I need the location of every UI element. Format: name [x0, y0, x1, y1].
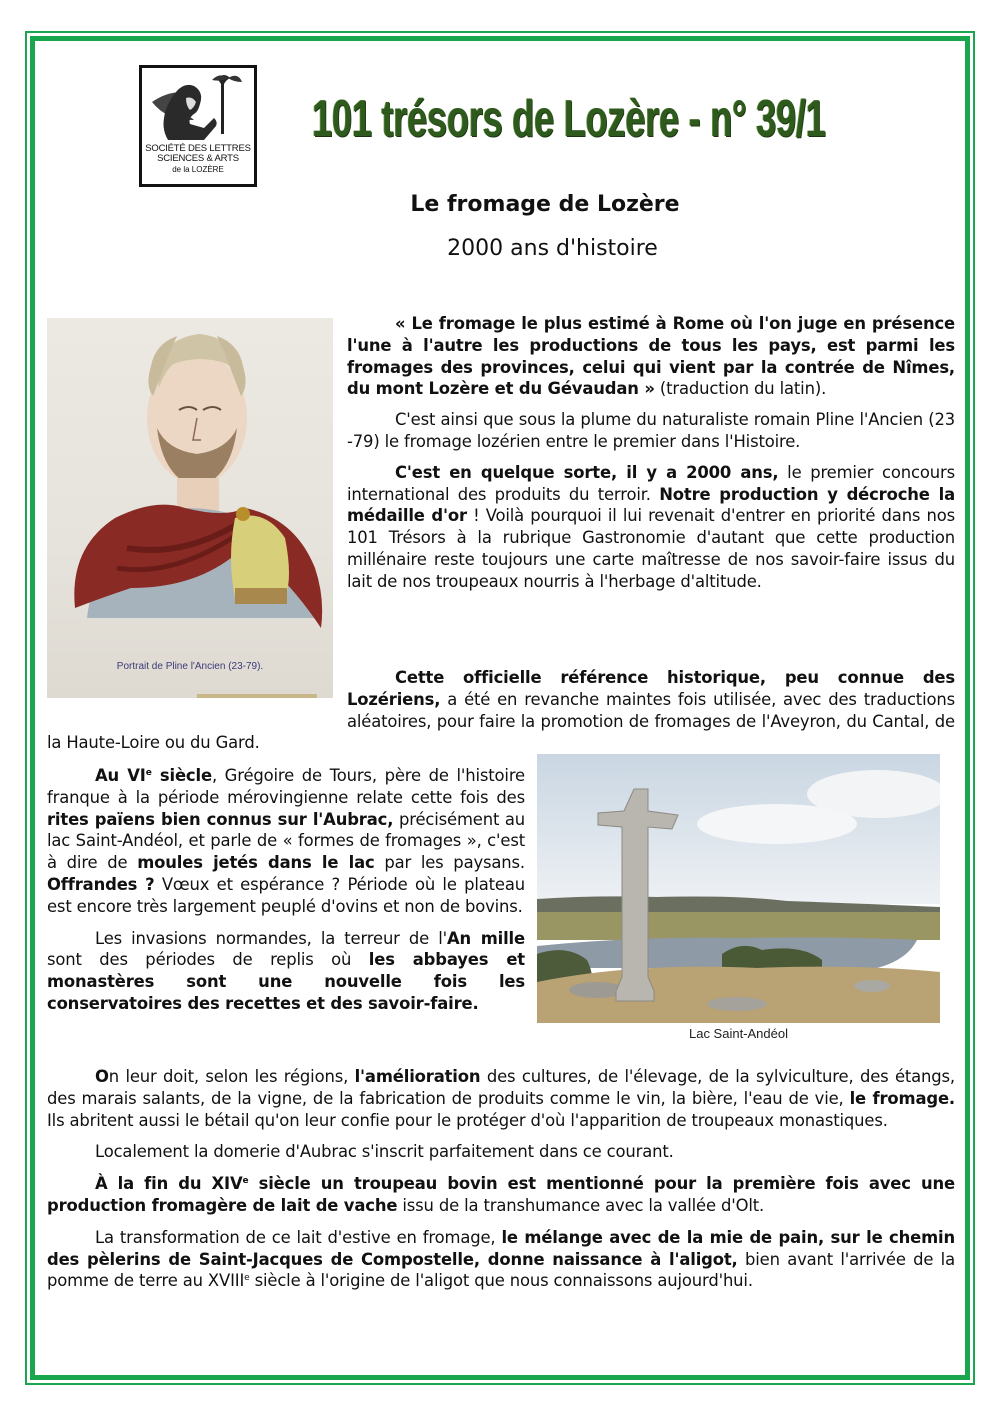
mon-bold-1: l'amélioration: [354, 1067, 481, 1086]
logo-line-2: SCIENCES & ARTS: [157, 153, 239, 164]
portrait-float-spacer: [47, 667, 347, 711]
inv-text-2: sont des périodes de replis où: [47, 950, 369, 970]
portrait-caption: Portrait de Pline l'Ancien (23-79).: [116, 661, 264, 672]
vi-bold-3: rites païens bien connus sur l'Aubrac,: [47, 809, 394, 829]
paragraph-block-left: [47, 765, 525, 1015]
society-logo: [139, 65, 257, 187]
lake-caption: Lac Saint-Andéol: [688, 1026, 788, 1041]
concours-bold-1: C'est en quelque sorte, il y a 2000 ans,: [395, 462, 779, 482]
pline-paragraph: [347, 409, 955, 453]
inv-bold-2: les abbayes et monastères sont une nouvelle fois les conservatoires des recettes et des savoir-faire.: [47, 950, 525, 1013]
vi-bold: Au VI: [95, 766, 146, 785]
aligot-bold-1: le mélange avec de la mie de pain, sur le chemin des pèlerins de Saint-Jacques de Compostelle, donne naissance à l'aligot,: [47, 1227, 956, 1269]
reference-text: a été en revanche maintes fois utilisée, avec des traductions aléatoires, pour faire la promotion de fromages de l'Aveyron, du Cantal, de la Haute-Loire ou du Gard.: [47, 689, 955, 753]
concours-text-2: ! Voilà pourquoi il lui revenait d'entrer en priorité dans nos 101 Trésors à la rubrique Gastronomie d'autant que cette production millénaire reste toujours une carte maîtresse de nos savoir-faire issus du lait de nos troupeaux nourris à l'herbage d'altitude.: [347, 506, 955, 591]
vi-bold-4: moules jetés dans le lac: [137, 853, 375, 873]
aligot-text-1: La transformation de ce lait d'estive en fromage,: [95, 1227, 502, 1247]
monasteres-paragraph: [47, 1066, 955, 1131]
mon-text-2: des cultures, de l'élevage, de la sylviculture, des étangs, des marais salants, de la vigne, de la fabrication de produits comme le vin, la bière, l'eau de vie,: [47, 1067, 955, 1108]
paragraph-block-right: [347, 313, 955, 593]
vi-text-3: par les paysans.: [374, 853, 525, 873]
concours-paragraph: [347, 462, 955, 593]
xiv-bold-1: À la fin du XIV: [95, 1174, 243, 1194]
vie-siecle-paragraph: [47, 765, 525, 918]
domerie-text: Localement la domerie d'Aubrac s'inscrit parfaitement dans ce courant.: [95, 1142, 674, 1162]
xiv-text-1: issu de la transhumance avec la vallée d'Olt.: [397, 1195, 765, 1215]
mon-bold-2: le fromage.: [849, 1088, 955, 1108]
lake-cross-photo-icon: [537, 754, 940, 1023]
concours-text-1: le premier concours international des produits du terroir.: [347, 462, 955, 504]
paragraph-block-bottom: [47, 1066, 955, 1292]
concours-bold-2: Notre production y décroche la médaille d'or: [347, 484, 955, 526]
vi-bold-2: siècle: [151, 766, 212, 785]
vi-text-4: Vœux et espérance ? Période où le plateau est encore très largement peuplé d'ovins et non de bovins.: [47, 874, 525, 916]
vi-text-1: , Grégoire de Tours, père de l'histoire franque à la période mérovingienne relate cette fois des: [47, 766, 525, 807]
article-title: Le fromage de Lozère: [410, 192, 680, 217]
article-subtitle: 2000 ans d'histoire: [447, 236, 658, 261]
inv-bold-1: An mille: [447, 928, 525, 948]
vi-text-2: précisément au lac Saint-Andéol, et parle de « formes de fromages », c'est à dire de: [47, 809, 526, 873]
aligot-text-3: siècle à l'origine de l'aligot que nous connaissons aujourd'hui.: [249, 1271, 753, 1291]
aligot-paragraph: [47, 1227, 955, 1292]
inv-text-1: Les invasions normandes, la terreur de l': [95, 928, 447, 948]
logo-line-3: de la LOZÈRE: [172, 165, 224, 174]
reference-bold: Cette officielle référence historique, peu connue des Lozériens,: [347, 668, 955, 709]
logo-line-1: SOCIÉTÉ DES LETTRES: [145, 143, 251, 154]
domerie-paragraph: [47, 1141, 955, 1163]
vi-sup: e: [145, 768, 152, 778]
aligot-sup: e: [244, 1273, 250, 1284]
mon-text-3: Ils abritent aussi le bétail qu'on leur confie pour le protéger d'où l'apparition de troupeaux monastiques.: [47, 1110, 888, 1130]
xiv-siecle-paragraph: [47, 1173, 955, 1217]
quote-paragraph: [347, 313, 955, 400]
quote-text: « Le fromage le plus estimé à Rome où l'on juge en présence l'une à l'autre les productions de tous les pays, est parmi les fromages des provinces, celui qui vient par la contrée de Nîmes, du mont Lozère et du Gévaudan »: [347, 314, 955, 399]
reference-paragraph-wrap: [47, 667, 955, 754]
vi-bold-5: Offrandes ?: [47, 874, 155, 894]
xiv-bold-2: siècle un troupeau bovin est mentionné pour la première fois avec une production fromagère de lait de vache: [47, 1174, 955, 1215]
quote-source: (traduction du latin).: [654, 379, 827, 399]
mon-bold-0: O: [95, 1067, 109, 1086]
portrait-illustration-icon: [47, 318, 333, 658]
invasions-paragraph: [47, 928, 525, 1015]
hermes-logo-icon: [146, 72, 250, 144]
lac-saint-andeol-image: [537, 754, 940, 1023]
series-title: 101 trésors de Lozère - n° 39/1: [312, 90, 826, 148]
pline-text: C'est ainsi que sous la plume du naturaliste romain Pline l'Ancien (23 -79) le fromage lozérien entre le premier dans l'Histoire.: [347, 410, 955, 451]
aligot-text-2: bien avant l'arrivée de la pomme de terre au XVIII: [47, 1249, 955, 1291]
xiv-sup: e: [242, 1176, 249, 1187]
mon-text-1: n leur doit, selon les régions,: [108, 1067, 355, 1086]
portrait-pliny-image: [47, 318, 333, 698]
